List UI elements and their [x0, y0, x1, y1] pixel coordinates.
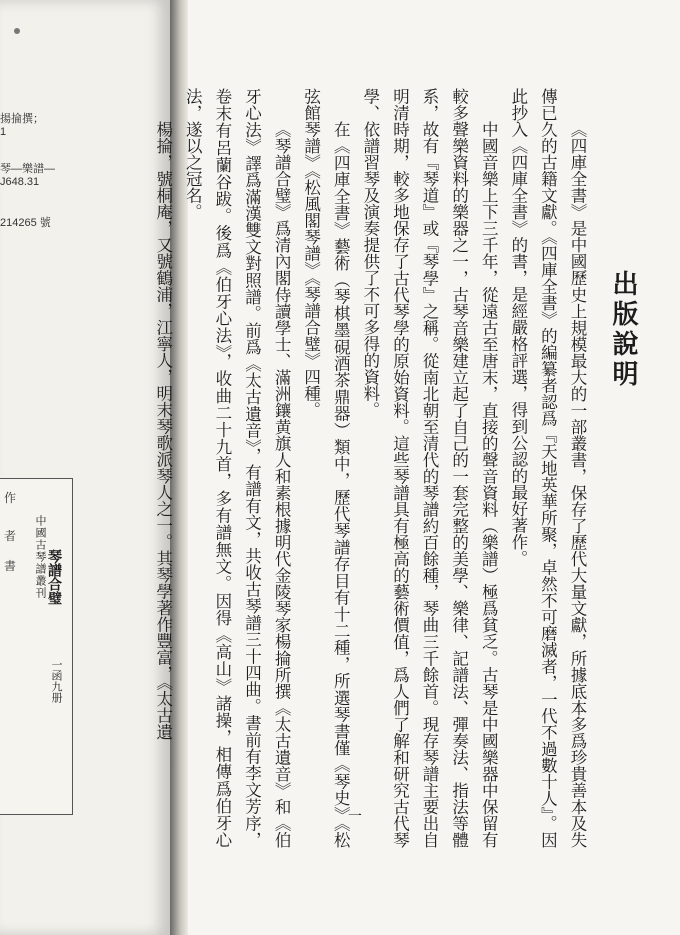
body-text [148, 88, 592, 848]
spine-text [20, 499, 64, 703]
catalog-line: J648.31 [0, 176, 40, 188]
catalog-line: 琴—樂譜— [0, 163, 55, 175]
catalog-line: 1 [0, 126, 7, 138]
book-title: 琴譜合璧 [46, 549, 62, 605]
partial-char: 書 [4, 559, 17, 573]
page-number: 一 [348, 810, 362, 825]
ink-dot [14, 28, 20, 34]
book-spine-label [0, 478, 73, 815]
volume-info: 一函九册 [50, 659, 63, 703]
paragraph: 《琴譜合璧》爲清內閣侍讀學士、滿洲鑲黄旗人和素根據明代金陵琴家楊掄所撰《太古遺音》和《伯牙心法》譯爲滿漢雙文對照譜。前爲《太古遺音》，有譜有文，共收古琴譜三十四曲。書前有李文芳序，卷末有呂蘭谷跋。後爲《伯牙心法》，收曲二十九首，多有譜無文。因得《高山》諸操，相傳爲伯牙心法，遂以之冠名。 [183, 88, 292, 848]
partial-char: 作 [4, 491, 17, 505]
paragraph: 中國音樂上下三千年，從遠古至唐末，直接的聲音資料（樂譜）極爲貧乏。古琴是中國樂器中保留有較多聲樂資料的樂器之一，古琴音樂建立起了自己的一套完整的美學、樂律、記譜法、彈奏法、指法等體系，故有『琴道』或『琴學』之稱。從南北朝至清代的琴譜約百餘種，琴曲三千餘首。現存琴譜主要出自明清時期，較多地保存了古代琴學的原始資料。這些琴譜具有極高的藝術價值，爲人們了解和研究古代琴學、依譜習琴及演奏提供了不可多得的資料。 [360, 88, 499, 848]
left-page [0, 0, 170, 935]
main-page [153, 0, 680, 935]
catalog-line: 揚掄撰； [0, 113, 44, 125]
partial-char: 者 [4, 529, 17, 543]
page-title: 出版說明 [608, 270, 638, 390]
paragraph: 《四庫全書》是中國歷史上規模最大的一部叢書，保存了歷代大量文獻，所據底本多爲珍貴善本及失傳已久的古籍文獻。《四庫全書》的編纂者認爲『天地英華所聚，卓然不可磨滅者，一代不過數十人』。因此抄入《四庫全書》的書，是經嚴格評選，得到公認的最好著作。 [508, 88, 587, 848]
paragraph: 在《四庫全書》藝術（琴棋墨硯酒茶鼎器）類中，歷代琴譜存目有十二種，所選琴書僅《琴史》《松弦館琴譜》《松風閣琴譜》《琴譜合璧》四種。 [301, 88, 351, 848]
paragraph: 楊掄，號桐庵，又號鶴浦，江寧人，明末琴歌派琴人之一。其琴學著作豐富，《太古遺 [153, 121, 173, 740]
series-name: 中國古琴譜叢刊 [34, 515, 47, 599]
catalog-line: 214265 號 [0, 217, 51, 229]
